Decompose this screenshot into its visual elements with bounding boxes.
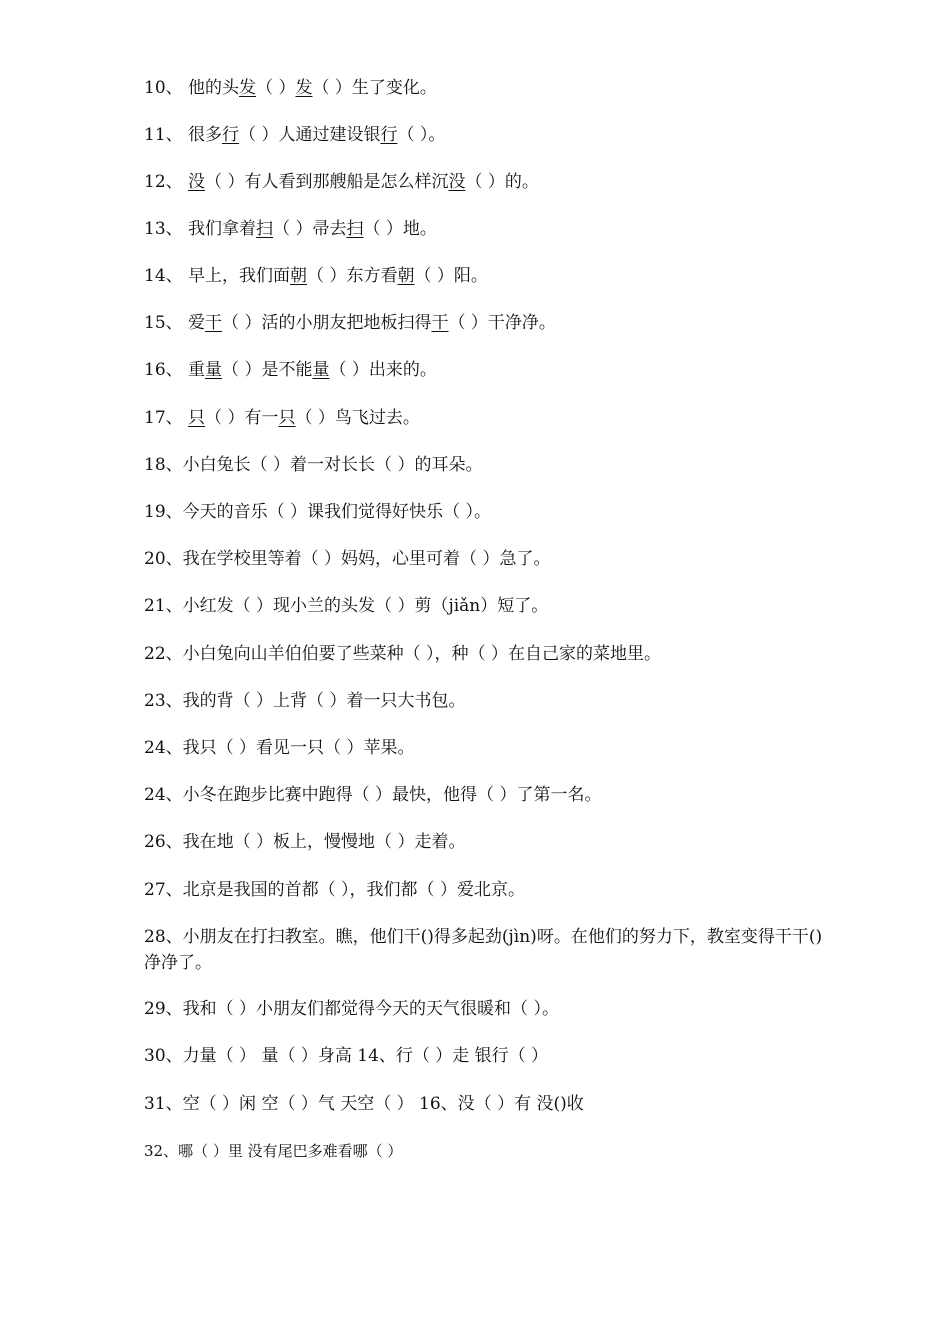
question-31: 31、空（ ）闲 空（ ）气 天空（ ） 16、没（ ）有 没()收 [144,1094,584,1114]
question-22: 22、小白兔向山羊伯伯要了些菜种（ ），种（ ）在自己家的菜地里。 [144,644,661,664]
underlined-character: 只 [278,408,296,428]
question-18: 18、小白兔长（ ）着一对长长（ ）的耳朵。 [144,455,483,475]
question-17 [144,406,824,430]
underlined-character: 扫 [346,219,364,239]
text-segment: （ ）活的小朋友把地板扫得 [222,313,432,333]
question-29: 29、我和（ ）小朋友们都觉得今天的天气很暖和（ ）。 [144,999,559,1019]
text-segment: （ ）。 [397,125,446,145]
question-10 [144,76,824,100]
question-15 [144,311,824,335]
text-segment: （ ）干净净。 [448,313,556,333]
text-segment: 17、 [144,408,189,428]
question-20: 20、我在学校里等着（ ）妈妈，心里可着（ ）急了。 [144,549,551,569]
underlined-character: 行 [380,125,398,145]
text-segment: （ ）是不能 [222,360,313,380]
underlined-character: 发 [295,78,313,98]
underlined-character: 没 [448,172,466,192]
underlined-character: 干 [205,313,223,333]
question-24a: 24、我只（ ）看见一只（ ）苹果。 [144,738,415,758]
text-segment: （ ）出来的。 [329,360,437,380]
underlined-character: 干 [431,313,449,333]
text-segment: （ ）地。 [363,219,437,239]
text-segment: （ ）帚去 [273,219,347,239]
underlined-character: 朝 [397,266,415,286]
question-13 [144,217,824,241]
text-segment: （ ）有一 [205,408,279,428]
question-12 [144,170,824,194]
text-segment: （ ）的。 [465,172,539,192]
underlined-character: 量 [312,360,330,380]
underlined-character: 行 [222,125,240,145]
text-segment: 14、 早上，我们面 [144,266,291,286]
text-segment: （ ） [256,78,296,98]
question-26: 26、我在地（ ）板上，慢慢地（ ）走着。 [144,832,466,852]
text-segment: 13、 我们拿着 [144,219,257,239]
question-28: 28、小朋友在打扫教室。瞧，他们干()得多起劲(jìn)呀。在他们的努力下，教室变得干干()净净了。 [144,927,823,973]
underlined-character: 只 [188,408,206,428]
question-11 [144,123,824,147]
question-21: 21、小红发（ ）现小兰的头发（ ）剪（jiǎn）短了。 [144,596,549,616]
underlined-character: 发 [239,78,257,98]
question-32: 32、哪（ ）里 没有尾巴多难看哪（ ） [144,1142,403,1160]
question-19: 19、今天的音乐（ ）课我们觉得好快乐（ ）。 [144,502,491,522]
text-segment: 12、 [144,172,189,192]
text-segment: 10、 他的头 [144,78,240,98]
question-30: 30、力量（ ） 量（ ）身高 14、行（ ）走 银行（ ） [144,1046,549,1066]
underlined-character: 没 [188,172,206,192]
question-14 [144,264,824,288]
question-27: 27、北京是我国的首都（ ），我们都（ ）爱北京。 [144,880,525,900]
question-24b: 24、小冬在跑步比赛中跑得（ ）最快，他得（ ）了第一名。 [144,785,602,805]
text-segment: （ ）有人看到那艘船是怎么样沉 [205,172,449,192]
text-segment: 11、 很多 [144,125,223,145]
underlined-character: 量 [205,360,223,380]
text-segment: （ ）鸟飞过去。 [295,408,420,428]
text-segment: （ ）东方看 [307,266,398,286]
question-23: 23、我的背（ ）上背（ ）着一只大书包。 [144,691,466,711]
underlined-character: 扫 [256,219,274,239]
text-segment: 15、 爱 [144,313,206,333]
question-16 [144,358,824,382]
text-segment: 16、 重 [144,360,206,380]
text-segment: （ ）生了变化。 [312,78,437,98]
text-segment: （ ）人通过建设银 [239,125,381,145]
text-segment: （ ）阳。 [414,266,488,286]
underlined-character: 朝 [290,266,308,286]
